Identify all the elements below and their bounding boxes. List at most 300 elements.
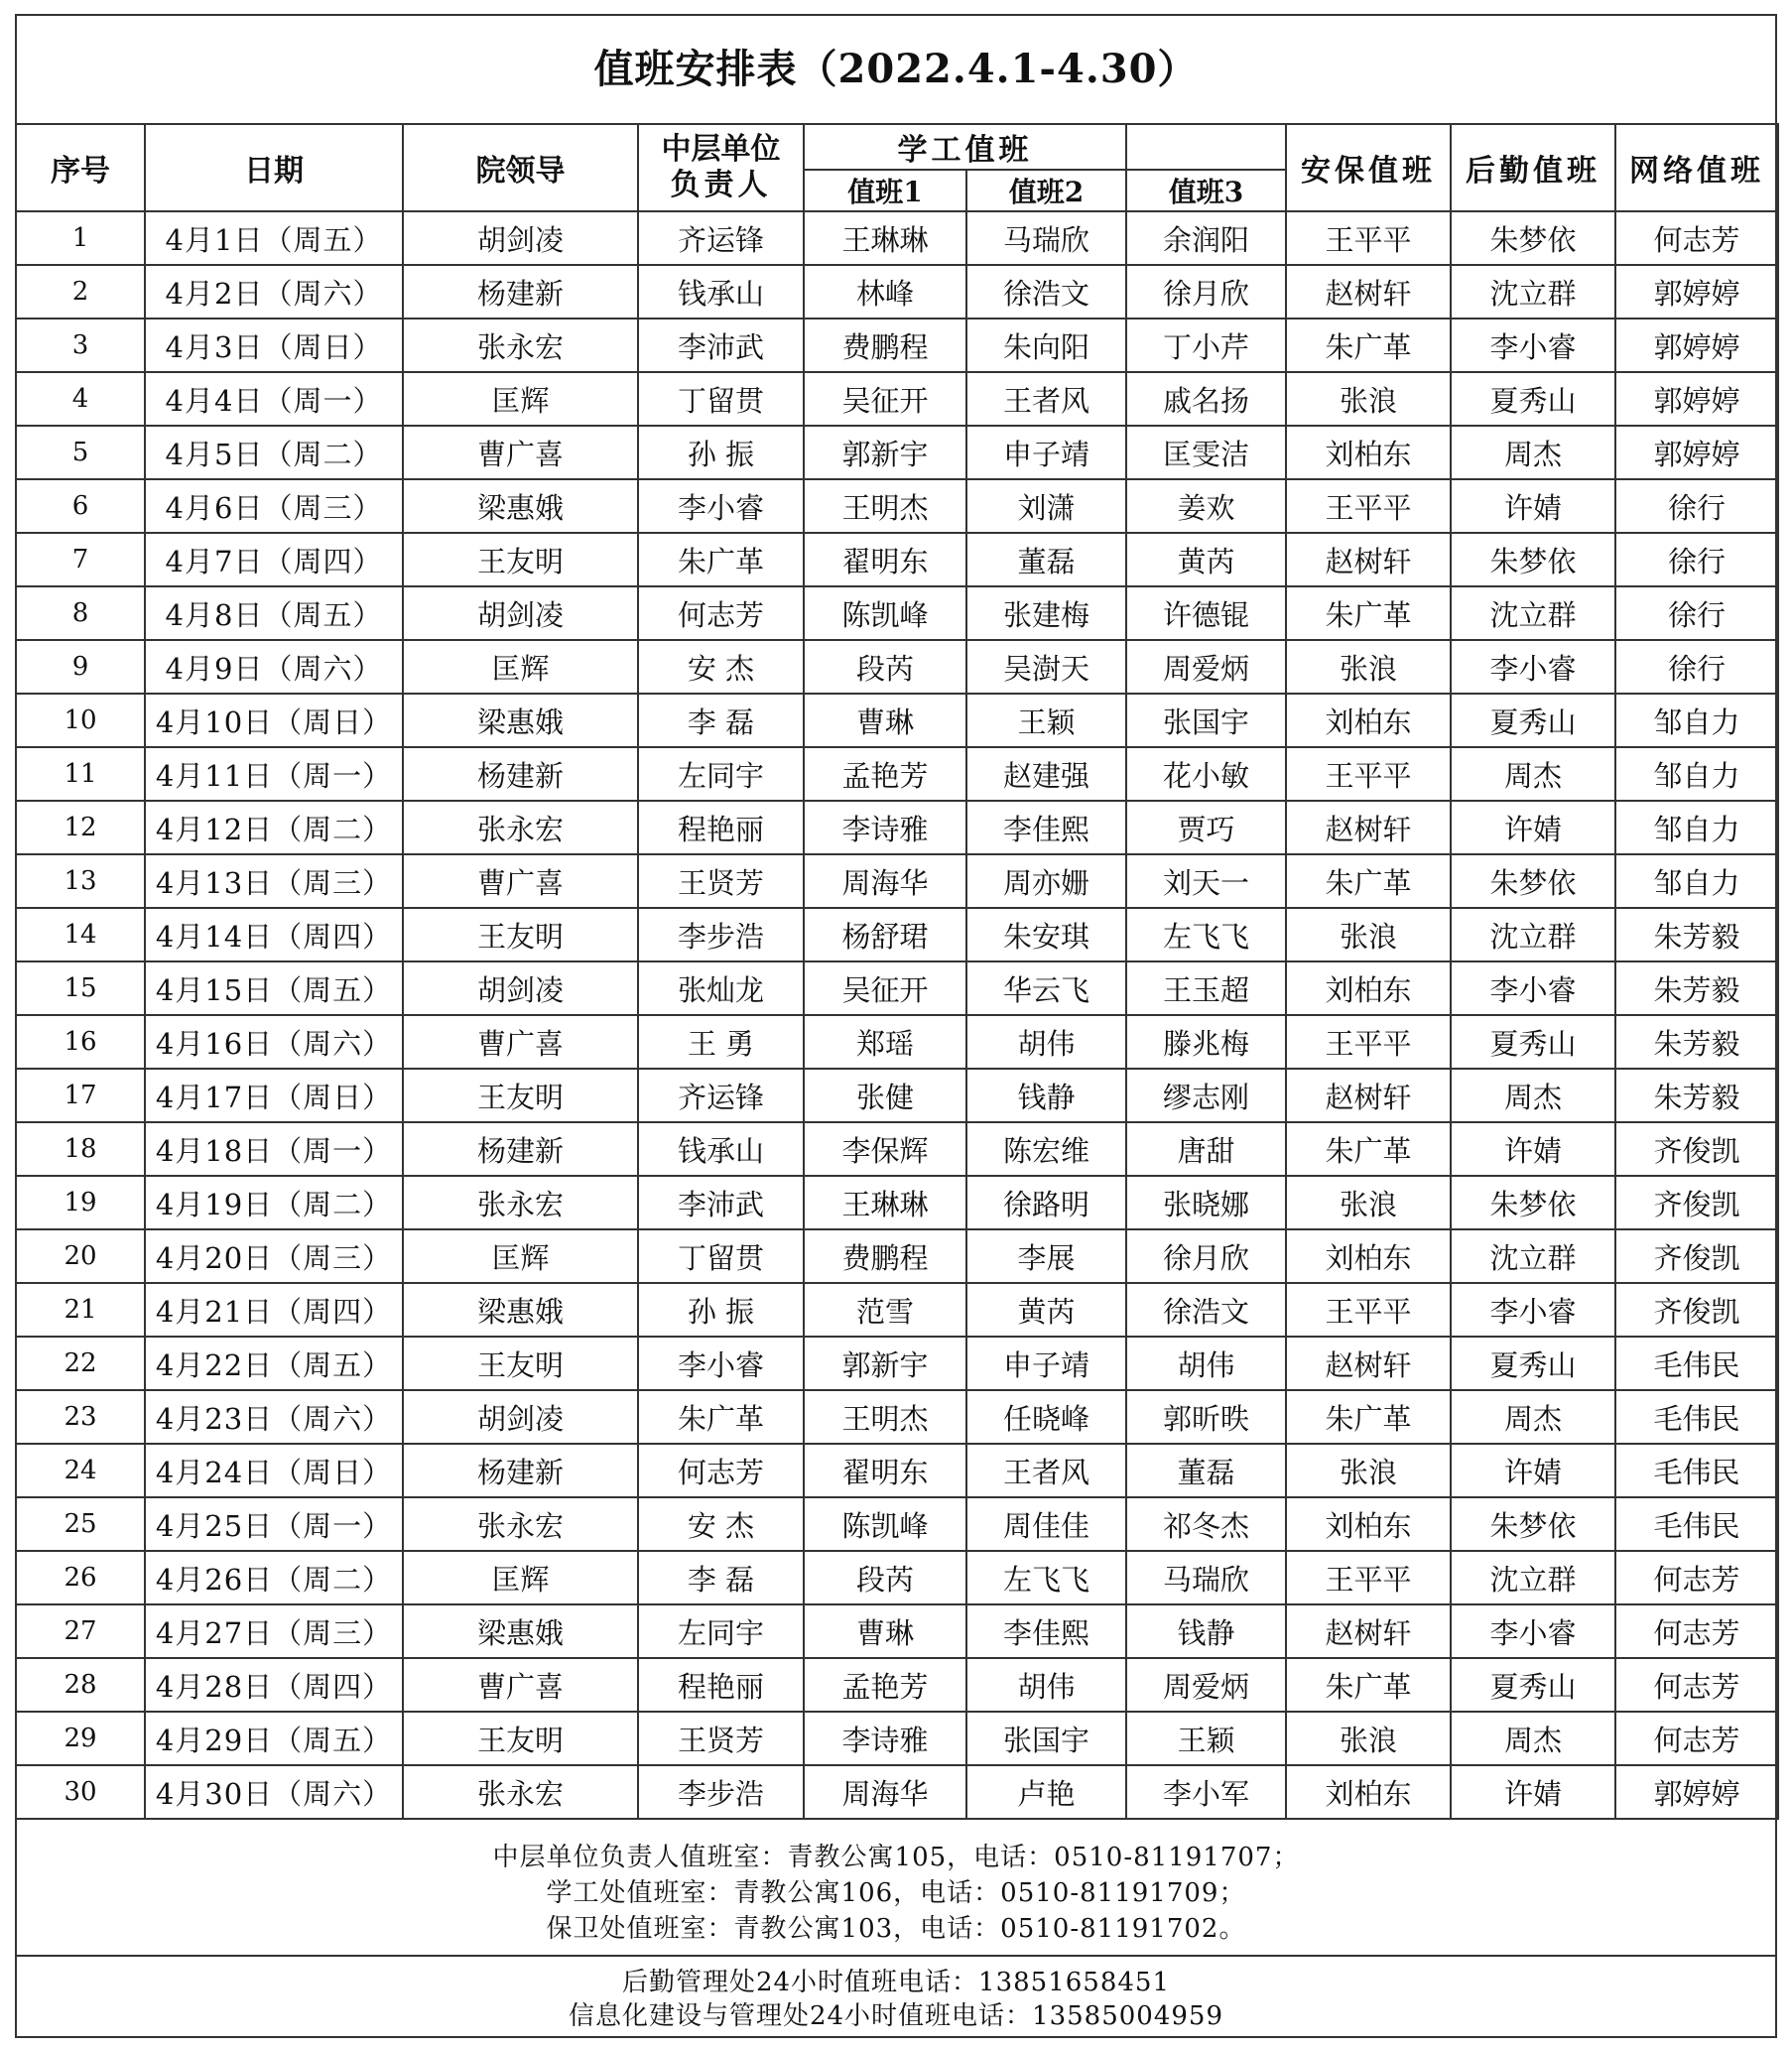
- cell-duty2: 徐浩文: [966, 265, 1126, 319]
- table-row: [16, 211, 1778, 265]
- cell-logistics: 沈立群: [1451, 908, 1615, 961]
- cell-duty2: 左飞飞: [966, 1551, 1126, 1604]
- cell-duty2: 胡伟: [966, 1658, 1126, 1712]
- cell-seq: 3: [16, 319, 145, 372]
- cell-logistics: 沈立群: [1451, 586, 1615, 640]
- table-row: [16, 1229, 1778, 1283]
- cell-logistics: 夏秀山: [1451, 694, 1615, 747]
- table-row: [16, 1122, 1778, 1176]
- cell-duty3: 匡雯洁: [1126, 426, 1286, 479]
- page-title: 值班安排表（2022.4.1-4.30）: [593, 46, 1199, 92]
- cell-duty2: 卢艳: [966, 1765, 1126, 1819]
- cell-duty2: 任晓峰: [966, 1390, 1126, 1444]
- cell-network: 邹自力: [1615, 694, 1778, 747]
- cell-date: 4月14日（周四）: [145, 908, 403, 961]
- table-row: [16, 586, 1778, 640]
- cell-seq: 23: [16, 1390, 145, 1444]
- cell-duty1: 张健: [804, 1069, 966, 1122]
- cell-date: 4月2日（周六）: [145, 265, 403, 319]
- cell-logistics: 李小睿: [1451, 640, 1615, 694]
- cell-seq: 8: [16, 586, 145, 640]
- table-row: [16, 1283, 1778, 1337]
- cell-date: 4月16日（周六）: [145, 1015, 403, 1069]
- cell-middle-manager: 钱承山: [638, 1122, 804, 1176]
- cell-network: 朱芳毅: [1615, 961, 1778, 1015]
- cell-network: 毛伟民: [1615, 1497, 1778, 1551]
- cell-date: 4月23日（周六）: [145, 1390, 403, 1444]
- cell-seq: 15: [16, 961, 145, 1015]
- cell-date: 4月7日（周四）: [145, 533, 403, 586]
- cell-date: 4月30日（周六）: [145, 1765, 403, 1819]
- cell-logistics: 周杰: [1451, 1712, 1615, 1765]
- cell-middle-manager: 左同宇: [638, 747, 804, 801]
- cell-duty1: 林峰: [804, 265, 966, 319]
- cell-duty3: 戚名扬: [1126, 372, 1286, 426]
- cell-duty1: 周海华: [804, 854, 966, 908]
- cell-seq: 7: [16, 533, 145, 586]
- cell-middle-manager: 程艳丽: [638, 801, 804, 854]
- cell-seq: 29: [16, 1712, 145, 1765]
- cell-duty1: 王明杰: [804, 1390, 966, 1444]
- cell-seq: 16: [16, 1015, 145, 1069]
- cell-middle-manager: 朱广革: [638, 533, 804, 586]
- cell-date: 4月4日（周一）: [145, 372, 403, 426]
- cell-leader: 杨建新: [403, 265, 638, 319]
- table-row: [16, 640, 1778, 694]
- cell-network: 齐俊凯: [1615, 1122, 1778, 1176]
- cell-middle-manager: 齐运锋: [638, 1069, 804, 1122]
- cell-middle-manager: 齐运锋: [638, 211, 804, 265]
- cell-middle-manager: 李 磊: [638, 1551, 804, 1604]
- cell-middle-manager: 何志芳: [638, 1444, 804, 1497]
- cell-logistics: 周杰: [1451, 1069, 1615, 1122]
- cell-duty1: 郑瑶: [804, 1015, 966, 1069]
- cell-security: 张浪: [1286, 1712, 1451, 1765]
- cell-leader: 曹广喜: [403, 1015, 638, 1069]
- cell-leader: 匡辉: [403, 1229, 638, 1283]
- cell-network: 郭婷婷: [1615, 372, 1778, 426]
- cell-duty2: 钱静: [966, 1069, 1126, 1122]
- cell-security: 王平平: [1286, 211, 1451, 265]
- cell-middle-manager: 丁留贯: [638, 1229, 804, 1283]
- cell-seq: 18: [16, 1122, 145, 1176]
- cell-seq: 11: [16, 747, 145, 801]
- cell-leader: 张永宏: [403, 1497, 638, 1551]
- cell-duty1: 吴征开: [804, 372, 966, 426]
- cell-security: 刘柏东: [1286, 1229, 1451, 1283]
- cell-logistics: 李小睿: [1451, 1604, 1615, 1658]
- cell-duty2: 吴澍天: [966, 640, 1126, 694]
- cell-duty2: 李佳熙: [966, 1604, 1126, 1658]
- header-security: 安保值班: [1286, 124, 1451, 211]
- cell-security: 赵树轩: [1286, 1069, 1451, 1122]
- cell-network: 郭婷婷: [1615, 1765, 1778, 1819]
- cell-seq: 5: [16, 426, 145, 479]
- cell-logistics: 夏秀山: [1451, 372, 1615, 426]
- cell-leader: 梁惠娥: [403, 1283, 638, 1337]
- cell-date: 4月11日（周一）: [145, 747, 403, 801]
- cell-date: 4月29日（周五）: [145, 1712, 403, 1765]
- cell-network: 何志芳: [1615, 1604, 1778, 1658]
- cell-duty3: 周爱炳: [1126, 640, 1286, 694]
- cell-duty1: 陈凯峰: [804, 586, 966, 640]
- cell-duty3: 王颖: [1126, 1712, 1286, 1765]
- cell-logistics: 沈立群: [1451, 265, 1615, 319]
- cell-leader: 王友明: [403, 908, 638, 961]
- schedule-table: [15, 123, 1779, 1820]
- cell-leader: 张永宏: [403, 1765, 638, 1819]
- cell-duty2: 董磊: [966, 533, 1126, 586]
- cell-date: 4月1日（周五）: [145, 211, 403, 265]
- cell-middle-manager: 李步浩: [638, 908, 804, 961]
- cell-logistics: 朱梦依: [1451, 1176, 1615, 1229]
- table-row: [16, 426, 1778, 479]
- cell-duty2: 朱安琪: [966, 908, 1126, 961]
- cell-middle-manager: 左同宇: [638, 1604, 804, 1658]
- cell-logistics: 许婧: [1451, 1765, 1615, 1819]
- cell-middle-manager: 朱广革: [638, 1390, 804, 1444]
- cell-logistics: 李小睿: [1451, 1283, 1615, 1337]
- office-note: 学工处值班室：青教公寓106，电话：0510-81191709；: [546, 1878, 1246, 1908]
- cell-seq: 25: [16, 1497, 145, 1551]
- header-duty1: 值班1: [804, 170, 966, 211]
- cell-leader: 曹广喜: [403, 854, 638, 908]
- cell-security: 张浪: [1286, 640, 1451, 694]
- cell-logistics: 周杰: [1451, 747, 1615, 801]
- header-logistics: 后勤值班: [1451, 124, 1615, 211]
- cell-seq: 30: [16, 1765, 145, 1819]
- cell-leader: 王友明: [403, 533, 638, 586]
- cell-duty2: 朱向阳: [966, 319, 1126, 372]
- cell-duty2: 李佳熙: [966, 801, 1126, 854]
- cell-seq: 12: [16, 801, 145, 854]
- cell-logistics: 周杰: [1451, 1390, 1615, 1444]
- cell-duty1: 李保辉: [804, 1122, 966, 1176]
- cell-logistics: 夏秀山: [1451, 1015, 1615, 1069]
- cell-security: 张浪: [1286, 908, 1451, 961]
- cell-seq: 19: [16, 1176, 145, 1229]
- cell-security: 王平平: [1286, 747, 1451, 801]
- table-row: [16, 1604, 1778, 1658]
- cell-duty3: 缪志刚: [1126, 1069, 1286, 1122]
- table-row: [16, 1497, 1778, 1551]
- cell-duty3: 董磊: [1126, 1444, 1286, 1497]
- header-network: 网络值班: [1615, 124, 1778, 211]
- cell-logistics: 许婧: [1451, 1122, 1615, 1176]
- table-row: [16, 372, 1778, 426]
- cell-duty3: 左飞飞: [1126, 908, 1286, 961]
- cell-duty3: 王玉超: [1126, 961, 1286, 1015]
- cell-network: 齐俊凯: [1615, 1176, 1778, 1229]
- cell-duty3: 余润阳: [1126, 211, 1286, 265]
- cell-logistics: 朱梦依: [1451, 533, 1615, 586]
- cell-duty2: 张建梅: [966, 586, 1126, 640]
- cell-duty1: 段芮: [804, 640, 966, 694]
- cell-logistics: 朱梦依: [1451, 1497, 1615, 1551]
- cell-network: 毛伟民: [1615, 1444, 1778, 1497]
- cell-leader: 匡辉: [403, 372, 638, 426]
- cell-duty3: 许德锟: [1126, 586, 1286, 640]
- cell-leader: 杨建新: [403, 1122, 638, 1176]
- cell-date: 4月13日（周三）: [145, 854, 403, 908]
- table-row: [16, 908, 1778, 961]
- cell-security: 朱广革: [1286, 1658, 1451, 1712]
- hotline-note: 后勤管理处24小时值班电话：13851658451: [621, 1968, 1171, 1997]
- cell-duty1: 王明杰: [804, 479, 966, 533]
- cell-logistics: 夏秀山: [1451, 1337, 1615, 1390]
- cell-duty1: 李诗雅: [804, 801, 966, 854]
- cell-middle-manager: 程艳丽: [638, 1658, 804, 1712]
- table-row: [16, 961, 1778, 1015]
- cell-logistics: 朱梦依: [1451, 211, 1615, 265]
- cell-duty2: 申子靖: [966, 1337, 1126, 1390]
- table-row: [16, 1069, 1778, 1122]
- cell-duty2: 李展: [966, 1229, 1126, 1283]
- cell-security: 王平平: [1286, 1551, 1451, 1604]
- cell-leader: 王友明: [403, 1712, 638, 1765]
- cell-network: 郭婷婷: [1615, 319, 1778, 372]
- table-row: [16, 1658, 1778, 1712]
- cell-seq: 22: [16, 1337, 145, 1390]
- cell-duty3: 姜欢: [1126, 479, 1286, 533]
- cell-logistics: 周杰: [1451, 426, 1615, 479]
- cell-leader: 杨建新: [403, 1444, 638, 1497]
- cell-middle-manager: 李沛武: [638, 1176, 804, 1229]
- office-note: 保卫处值班室：青教公寓103，电话：0510-81191702。: [546, 1914, 1246, 1944]
- cell-duty3: 滕兆梅: [1126, 1015, 1286, 1069]
- table-row: [16, 1551, 1778, 1604]
- cell-date: 4月17日（周日）: [145, 1069, 403, 1122]
- cell-middle-manager: 丁留贯: [638, 372, 804, 426]
- table-row: [16, 319, 1778, 372]
- cell-date: 4月21日（周四）: [145, 1283, 403, 1337]
- cell-date: 4月8日（周五）: [145, 586, 403, 640]
- cell-duty3: 张国宇: [1126, 694, 1286, 747]
- cell-date: 4月5日（周二）: [145, 426, 403, 479]
- cell-logistics: 许婧: [1451, 1444, 1615, 1497]
- cell-duty3: 徐月欣: [1126, 265, 1286, 319]
- cell-duty3: 黄芮: [1126, 533, 1286, 586]
- table-row: [16, 533, 1778, 586]
- cell-duty2: 华云飞: [966, 961, 1126, 1015]
- cell-leader: 张永宏: [403, 1176, 638, 1229]
- cell-logistics: 朱梦依: [1451, 854, 1615, 908]
- cell-security: 王平平: [1286, 1283, 1451, 1337]
- cell-date: 4月28日（周四）: [145, 1658, 403, 1712]
- cell-duty3: 花小敏: [1126, 747, 1286, 801]
- cell-date: 4月3日（周日）: [145, 319, 403, 372]
- cell-date: 4月20日（周三）: [145, 1229, 403, 1283]
- cell-security: 赵树轩: [1286, 1337, 1451, 1390]
- header-duty3: 值班3: [1126, 170, 1286, 211]
- cell-duty1: 费鹏程: [804, 1229, 966, 1283]
- cell-seq: 4: [16, 372, 145, 426]
- table-row: [16, 1176, 1778, 1229]
- cell-duty1: 范雪: [804, 1283, 966, 1337]
- cell-date: 4月22日（周五）: [145, 1337, 403, 1390]
- cell-middle-manager: 孙 振: [638, 1283, 804, 1337]
- cell-seq: 24: [16, 1444, 145, 1497]
- cell-network: 毛伟民: [1615, 1390, 1778, 1444]
- cell-logistics: 沈立群: [1451, 1551, 1615, 1604]
- cell-duty3: 郭昕昳: [1126, 1390, 1286, 1444]
- cell-date: 4月26日（周二）: [145, 1551, 403, 1604]
- cell-security: 刘柏东: [1286, 1765, 1451, 1819]
- table-row: [16, 854, 1778, 908]
- cell-network: 何志芳: [1615, 211, 1778, 265]
- cell-security: 刘柏东: [1286, 426, 1451, 479]
- cell-duty2: 黄芮: [966, 1283, 1126, 1337]
- cell-duty3: 唐甜: [1126, 1122, 1286, 1176]
- duty-schedule-sheet: [15, 14, 1777, 2038]
- cell-middle-manager: 李小睿: [638, 1337, 804, 1390]
- cell-security: 赵树轩: [1286, 533, 1451, 586]
- cell-duty3: 周爱炳: [1126, 1658, 1286, 1712]
- cell-duty3: 马瑞欣: [1126, 1551, 1286, 1604]
- cell-duty3: 丁小芹: [1126, 319, 1286, 372]
- cell-network: 朱芳毅: [1615, 908, 1778, 961]
- cell-date: 4月10日（周日）: [145, 694, 403, 747]
- cell-middle-manager: 孙 振: [638, 426, 804, 479]
- cell-duty1: 孟艳芳: [804, 747, 966, 801]
- header-date: 日期: [145, 124, 403, 211]
- cell-duty3: 刘天一: [1126, 854, 1286, 908]
- cell-network: 何志芳: [1615, 1712, 1778, 1765]
- cell-leader: 胡剑凌: [403, 586, 638, 640]
- cell-network: 邹自力: [1615, 747, 1778, 801]
- cell-middle-manager: 李 磊: [638, 694, 804, 747]
- cell-middle-manager: 李沛武: [638, 319, 804, 372]
- cell-date: 4月19日（周二）: [145, 1176, 403, 1229]
- cell-duty1: 王琳琳: [804, 211, 966, 265]
- cell-logistics: 李小睿: [1451, 961, 1615, 1015]
- cell-middle-manager: 王贤芳: [638, 1712, 804, 1765]
- table-row: [16, 1444, 1778, 1497]
- cell-duty1: 孟艳芳: [804, 1658, 966, 1712]
- cell-logistics: 许婧: [1451, 801, 1615, 854]
- header-leader: 院领导: [403, 124, 638, 211]
- cell-network: 郭婷婷: [1615, 265, 1778, 319]
- cell-duty3: 祁冬杰: [1126, 1497, 1286, 1551]
- cell-seq: 10: [16, 694, 145, 747]
- cell-network: 郭婷婷: [1615, 426, 1778, 479]
- cell-date: 4月12日（周二）: [145, 801, 403, 854]
- cell-seq: 17: [16, 1069, 145, 1122]
- cell-security: 刘柏东: [1286, 1497, 1451, 1551]
- cell-network: 齐俊凯: [1615, 1229, 1778, 1283]
- table-row: [16, 801, 1778, 854]
- cell-date: 4月6日（周三）: [145, 479, 403, 533]
- cell-network: 朱芳毅: [1615, 1015, 1778, 1069]
- cell-middle-manager: 何志芳: [638, 586, 804, 640]
- table-row: [16, 1337, 1778, 1390]
- cell-seq: 14: [16, 908, 145, 961]
- cell-duty3: 胡伟: [1126, 1337, 1286, 1390]
- cell-leader: 匡辉: [403, 640, 638, 694]
- cell-network: 徐行: [1615, 533, 1778, 586]
- cell-seq: 27: [16, 1604, 145, 1658]
- cell-duty3: 张晓娜: [1126, 1176, 1286, 1229]
- cell-security: 朱广革: [1286, 319, 1451, 372]
- cell-duty2: 张国宇: [966, 1712, 1126, 1765]
- cell-security: 张浪: [1286, 1444, 1451, 1497]
- cell-duty2: 胡伟: [966, 1015, 1126, 1069]
- cell-duty1: 翟明东: [804, 1444, 966, 1497]
- cell-logistics: 沈立群: [1451, 1229, 1615, 1283]
- cell-seq: 28: [16, 1658, 145, 1712]
- cell-duty3: 钱静: [1126, 1604, 1286, 1658]
- cell-logistics: 许婧: [1451, 479, 1615, 533]
- cell-middle-manager: 李小睿: [638, 479, 804, 533]
- cell-duty1: 李诗雅: [804, 1712, 966, 1765]
- cell-network: 齐俊凯: [1615, 1283, 1778, 1337]
- cell-network: 何志芳: [1615, 1658, 1778, 1712]
- cell-date: 4月9日（周六）: [145, 640, 403, 694]
- cell-duty3: 徐月欣: [1126, 1229, 1286, 1283]
- cell-seq: 26: [16, 1551, 145, 1604]
- table-row: [16, 747, 1778, 801]
- cell-duty1: 翟明东: [804, 533, 966, 586]
- cell-middle-manager: 李步浩: [638, 1765, 804, 1819]
- cell-security: 朱广革: [1286, 586, 1451, 640]
- cell-network: 毛伟民: [1615, 1337, 1778, 1390]
- cell-security: 张浪: [1286, 372, 1451, 426]
- cell-leader: 梁惠娥: [403, 479, 638, 533]
- cell-leader: 胡剑凌: [403, 961, 638, 1015]
- header-middle-manager: [638, 124, 804, 211]
- cell-duty1: 杨舒珺: [804, 908, 966, 961]
- cell-seq: 13: [16, 854, 145, 908]
- header-student-work: 学工值班: [804, 124, 1126, 170]
- cell-middle-manager: 王贤芳: [638, 854, 804, 908]
- header-seq: 序号: [16, 124, 145, 211]
- cell-duty1: 吴征开: [804, 961, 966, 1015]
- cell-network: 徐行: [1615, 586, 1778, 640]
- cell-duty2: 王颖: [966, 694, 1126, 747]
- cell-duty2: 申子靖: [966, 426, 1126, 479]
- cell-security: 刘柏东: [1286, 961, 1451, 1015]
- cell-security: 王平平: [1286, 479, 1451, 533]
- cell-leader: 匡辉: [403, 1551, 638, 1604]
- cell-duty1: 郭新宇: [804, 426, 966, 479]
- cell-leader: 梁惠娥: [403, 1604, 638, 1658]
- header-blank: [1126, 124, 1286, 170]
- cell-duty1: 郭新宇: [804, 1337, 966, 1390]
- cell-seq: 20: [16, 1229, 145, 1283]
- table-row: [16, 1390, 1778, 1444]
- cell-security: 赵树轩: [1286, 265, 1451, 319]
- header-duty2: 值班2: [966, 170, 1126, 211]
- cell-network: 徐行: [1615, 640, 1778, 694]
- cell-seq: 6: [16, 479, 145, 533]
- cell-date: 4月15日（周五）: [145, 961, 403, 1015]
- cell-middle-manager: 王 勇: [638, 1015, 804, 1069]
- cell-leader: 胡剑凌: [403, 1390, 638, 1444]
- cell-date: 4月25日（周一）: [145, 1497, 403, 1551]
- cell-duty1: 费鹏程: [804, 319, 966, 372]
- table-row: [16, 265, 1778, 319]
- cell-security: 王平平: [1286, 1015, 1451, 1069]
- table-row: [16, 479, 1778, 533]
- cell-date: 4月27日（周三）: [145, 1604, 403, 1658]
- cell-duty2: 赵建强: [966, 747, 1126, 801]
- cell-logistics: 李小睿: [1451, 319, 1615, 372]
- hotline-notes: [17, 1957, 1775, 2040]
- cell-date: 4月18日（周一）: [145, 1122, 403, 1176]
- cell-leader: 曹广喜: [403, 426, 638, 479]
- cell-duty2: 周亦姗: [966, 854, 1126, 908]
- cell-leader: 胡剑凌: [403, 211, 638, 265]
